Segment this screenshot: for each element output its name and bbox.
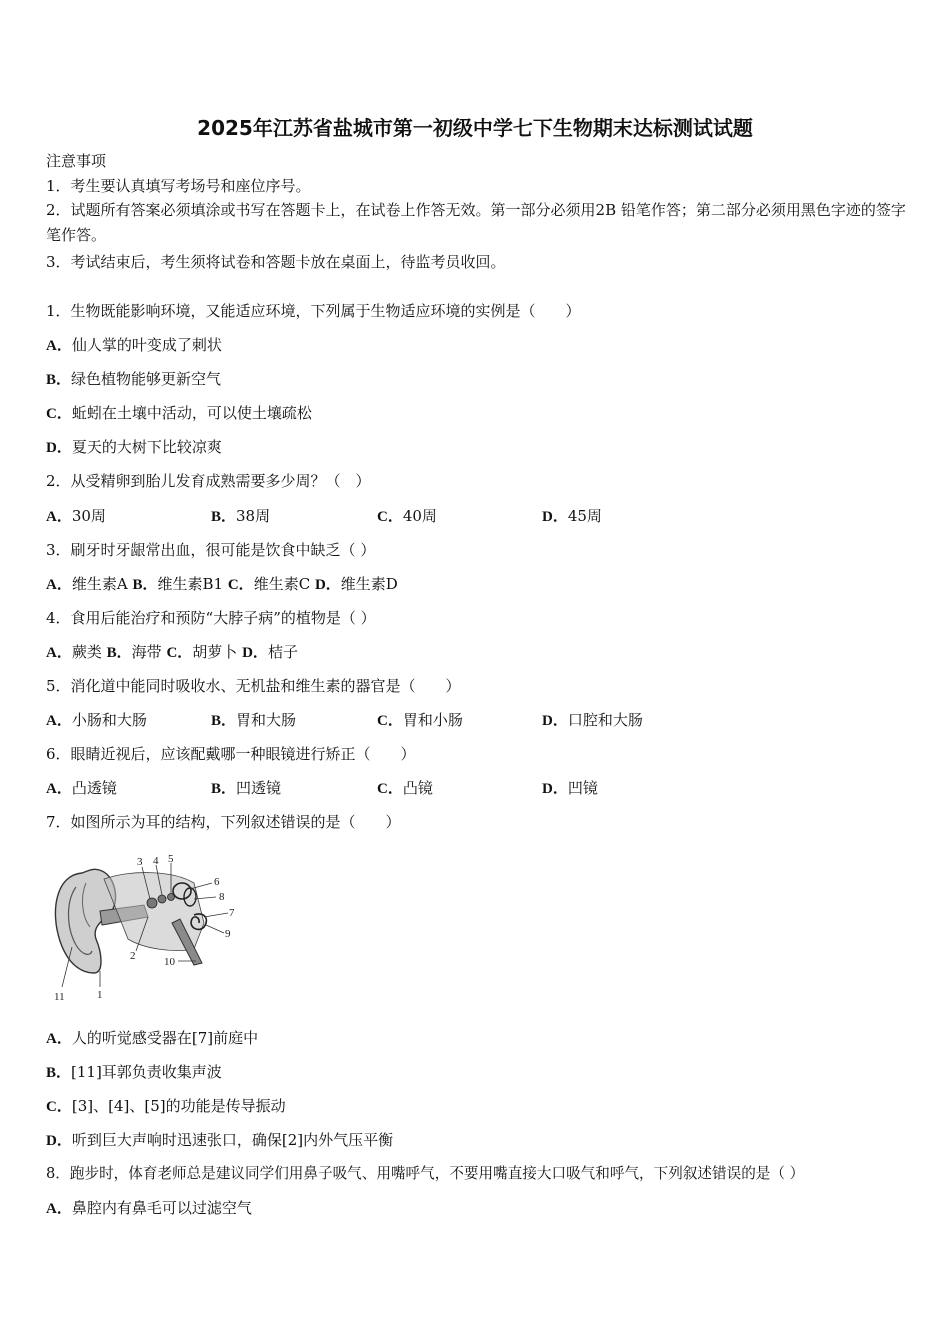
page-title: 2025年江苏省盐城市第一初级中学七下生物期末达标测试试题 <box>197 116 753 140</box>
option <box>377 778 433 799</box>
option-text: 胃和大肠 <box>236 711 297 729</box>
question-stem: 6．眼睛近视后，应该配戴哪一种眼镜进行矫正（ ） <box>46 745 416 763</box>
question-stem: 4．食用后能治疗和预防“大脖子病”的植物是（ ） <box>46 609 376 627</box>
option-label: D． <box>542 781 568 797</box>
option <box>542 778 598 799</box>
option <box>46 1130 393 1151</box>
option-label: C． <box>377 713 403 729</box>
option-label: B． <box>46 1065 72 1081</box>
question-stem: 5．消化道中能同时吸收水、无机盐和维生素的器官是（ ） <box>46 677 461 695</box>
option-label: C． <box>166 645 193 661</box>
option <box>542 710 643 731</box>
option-text: 桔子 <box>267 643 298 661</box>
option <box>46 1062 222 1083</box>
option-text: 听到巨大声响时迅速张口，确保[2]内外气压平衡 <box>71 1131 394 1149</box>
option-label: C． <box>377 781 403 797</box>
option-row <box>46 642 298 663</box>
ear-structure-diagram <box>44 853 244 1005</box>
option-label: D． <box>242 645 268 661</box>
option-text: 鼻腔内有鼻毛可以过滤空气 <box>71 1199 252 1217</box>
question-stem: 3．刷牙时牙龈常出血，很可能是饮食中缺乏（ ） <box>46 541 376 559</box>
option-text: 45周 <box>567 507 602 525</box>
option-label: B． <box>211 713 237 729</box>
option-text: 凹透镜 <box>236 779 282 797</box>
ear-label: 11 <box>54 991 65 1003</box>
option-text: 绿色植物能够更新空气 <box>71 370 222 388</box>
option-label: B． <box>211 781 237 797</box>
option-text: [11]耳郭负责收集声波 <box>71 1063 222 1081</box>
ear-label: 8 <box>219 891 225 903</box>
ear-label: 10 <box>164 956 175 968</box>
option <box>542 506 602 527</box>
option-label: A． <box>46 1201 72 1217</box>
option-text: 口腔和大肠 <box>567 711 643 729</box>
question-stem: 2．从受精卵到胎儿发育成熟需要多少周？（ ） <box>46 472 371 490</box>
option-text: 38周 <box>236 507 271 525</box>
option-label: D． <box>46 440 72 456</box>
ear-label: 2 <box>130 950 136 962</box>
option <box>211 778 281 799</box>
notice-heading: 注意事项 <box>46 152 107 170</box>
option-text: 蕨类 <box>71 643 102 661</box>
option-label: C． <box>46 406 72 422</box>
option-label: D． <box>542 509 568 525</box>
option-label: A． <box>46 577 72 593</box>
option-label: A． <box>46 645 72 661</box>
option-text: 30周 <box>71 507 106 525</box>
notice-item: 2．试题所有答案必须填涂或书写在答题卡上，在试卷上作答无效。第一部分必须用2B 铅笔作答；第二部分必须用黑色字迹的签字笔作答。 <box>46 201 906 244</box>
option-label: A． <box>46 338 72 354</box>
option-label: C． <box>46 1099 72 1115</box>
option-text: 人的听觉感受器在[7]前庭中 <box>71 1029 259 1047</box>
option-text: 蚯蚓在土壤中活动，可以使土壤疏松 <box>71 404 312 422</box>
option-text: 胡萝卜 <box>192 643 238 661</box>
notice-item: 1．考生要认真填写考场号和座位序号。 <box>46 177 311 195</box>
option <box>46 1198 252 1219</box>
ear-label: 9 <box>225 928 231 940</box>
option <box>211 506 270 527</box>
option <box>46 403 312 424</box>
option-text: 仙人掌的叶变成了刺状 <box>71 336 222 354</box>
option-text: 凸镜 <box>402 779 433 797</box>
option-label: C． <box>377 509 403 525</box>
option-row <box>46 574 398 595</box>
option-label: B． <box>132 577 158 593</box>
option-label: A． <box>46 1031 72 1047</box>
ear-label: 7 <box>229 907 235 919</box>
notice-item: 3．考试结束后，考生须将试卷和答题卡放在桌面上，待监考员收回。 <box>46 253 506 271</box>
option <box>46 369 221 390</box>
option-label: D． <box>542 713 568 729</box>
option <box>46 778 117 799</box>
option-label: A． <box>46 781 72 797</box>
option <box>46 1028 258 1049</box>
option-label: D． <box>314 577 341 593</box>
option-text: 维生素D <box>340 575 398 593</box>
ear-label: 4 <box>153 855 159 867</box>
option-text: 夏天的大树下比较凉爽 <box>71 438 222 456</box>
ear-label: 3 <box>137 856 143 868</box>
ear-label: 5 <box>168 853 174 865</box>
option-text: 维生素A <box>71 575 128 593</box>
option <box>211 710 296 731</box>
option-text: 40周 <box>402 507 437 525</box>
option-label: D． <box>46 1133 72 1149</box>
option-text: 凹镜 <box>567 779 598 797</box>
option <box>46 1096 286 1117</box>
option-text: 小肠和大肠 <box>71 711 147 729</box>
option-text: 海带 <box>131 643 162 661</box>
option <box>46 335 222 356</box>
option-text: 维生素B1 <box>157 575 224 593</box>
option-label: B． <box>106 645 132 661</box>
ear-label: 6 <box>214 876 220 888</box>
option-label: B． <box>211 509 237 525</box>
question-stem: 1．生物既能影响环境，又能适应环境，下列属于生物适应环境的实例是（ ） <box>46 302 581 320</box>
option-text: 凸透镜 <box>71 779 117 797</box>
option-label: C． <box>227 577 254 593</box>
option <box>46 710 147 731</box>
option-text: 胃和小肠 <box>402 711 463 729</box>
option-text: 维生素C <box>253 575 311 593</box>
question-stem: 8．跑步时，体育老师总是建议同学们用鼻子吸气、用嘴呼气，不要用嘴直接大口吸气和呼气，下列叙述错误的是（ ） <box>46 1165 805 1182</box>
option-label: A． <box>46 509 72 525</box>
option-text: [3]、[4]、[5]的功能是传导振动 <box>71 1097 286 1115</box>
question-stem: 7．如图所示为耳的结构，下列叙述错误的是（ ） <box>46 813 401 831</box>
option-label: A． <box>46 713 72 729</box>
option <box>377 710 463 731</box>
option <box>46 437 222 458</box>
option <box>46 506 106 527</box>
option-label: B． <box>46 372 72 388</box>
option <box>377 506 437 527</box>
ear-label: 1 <box>97 989 103 1001</box>
